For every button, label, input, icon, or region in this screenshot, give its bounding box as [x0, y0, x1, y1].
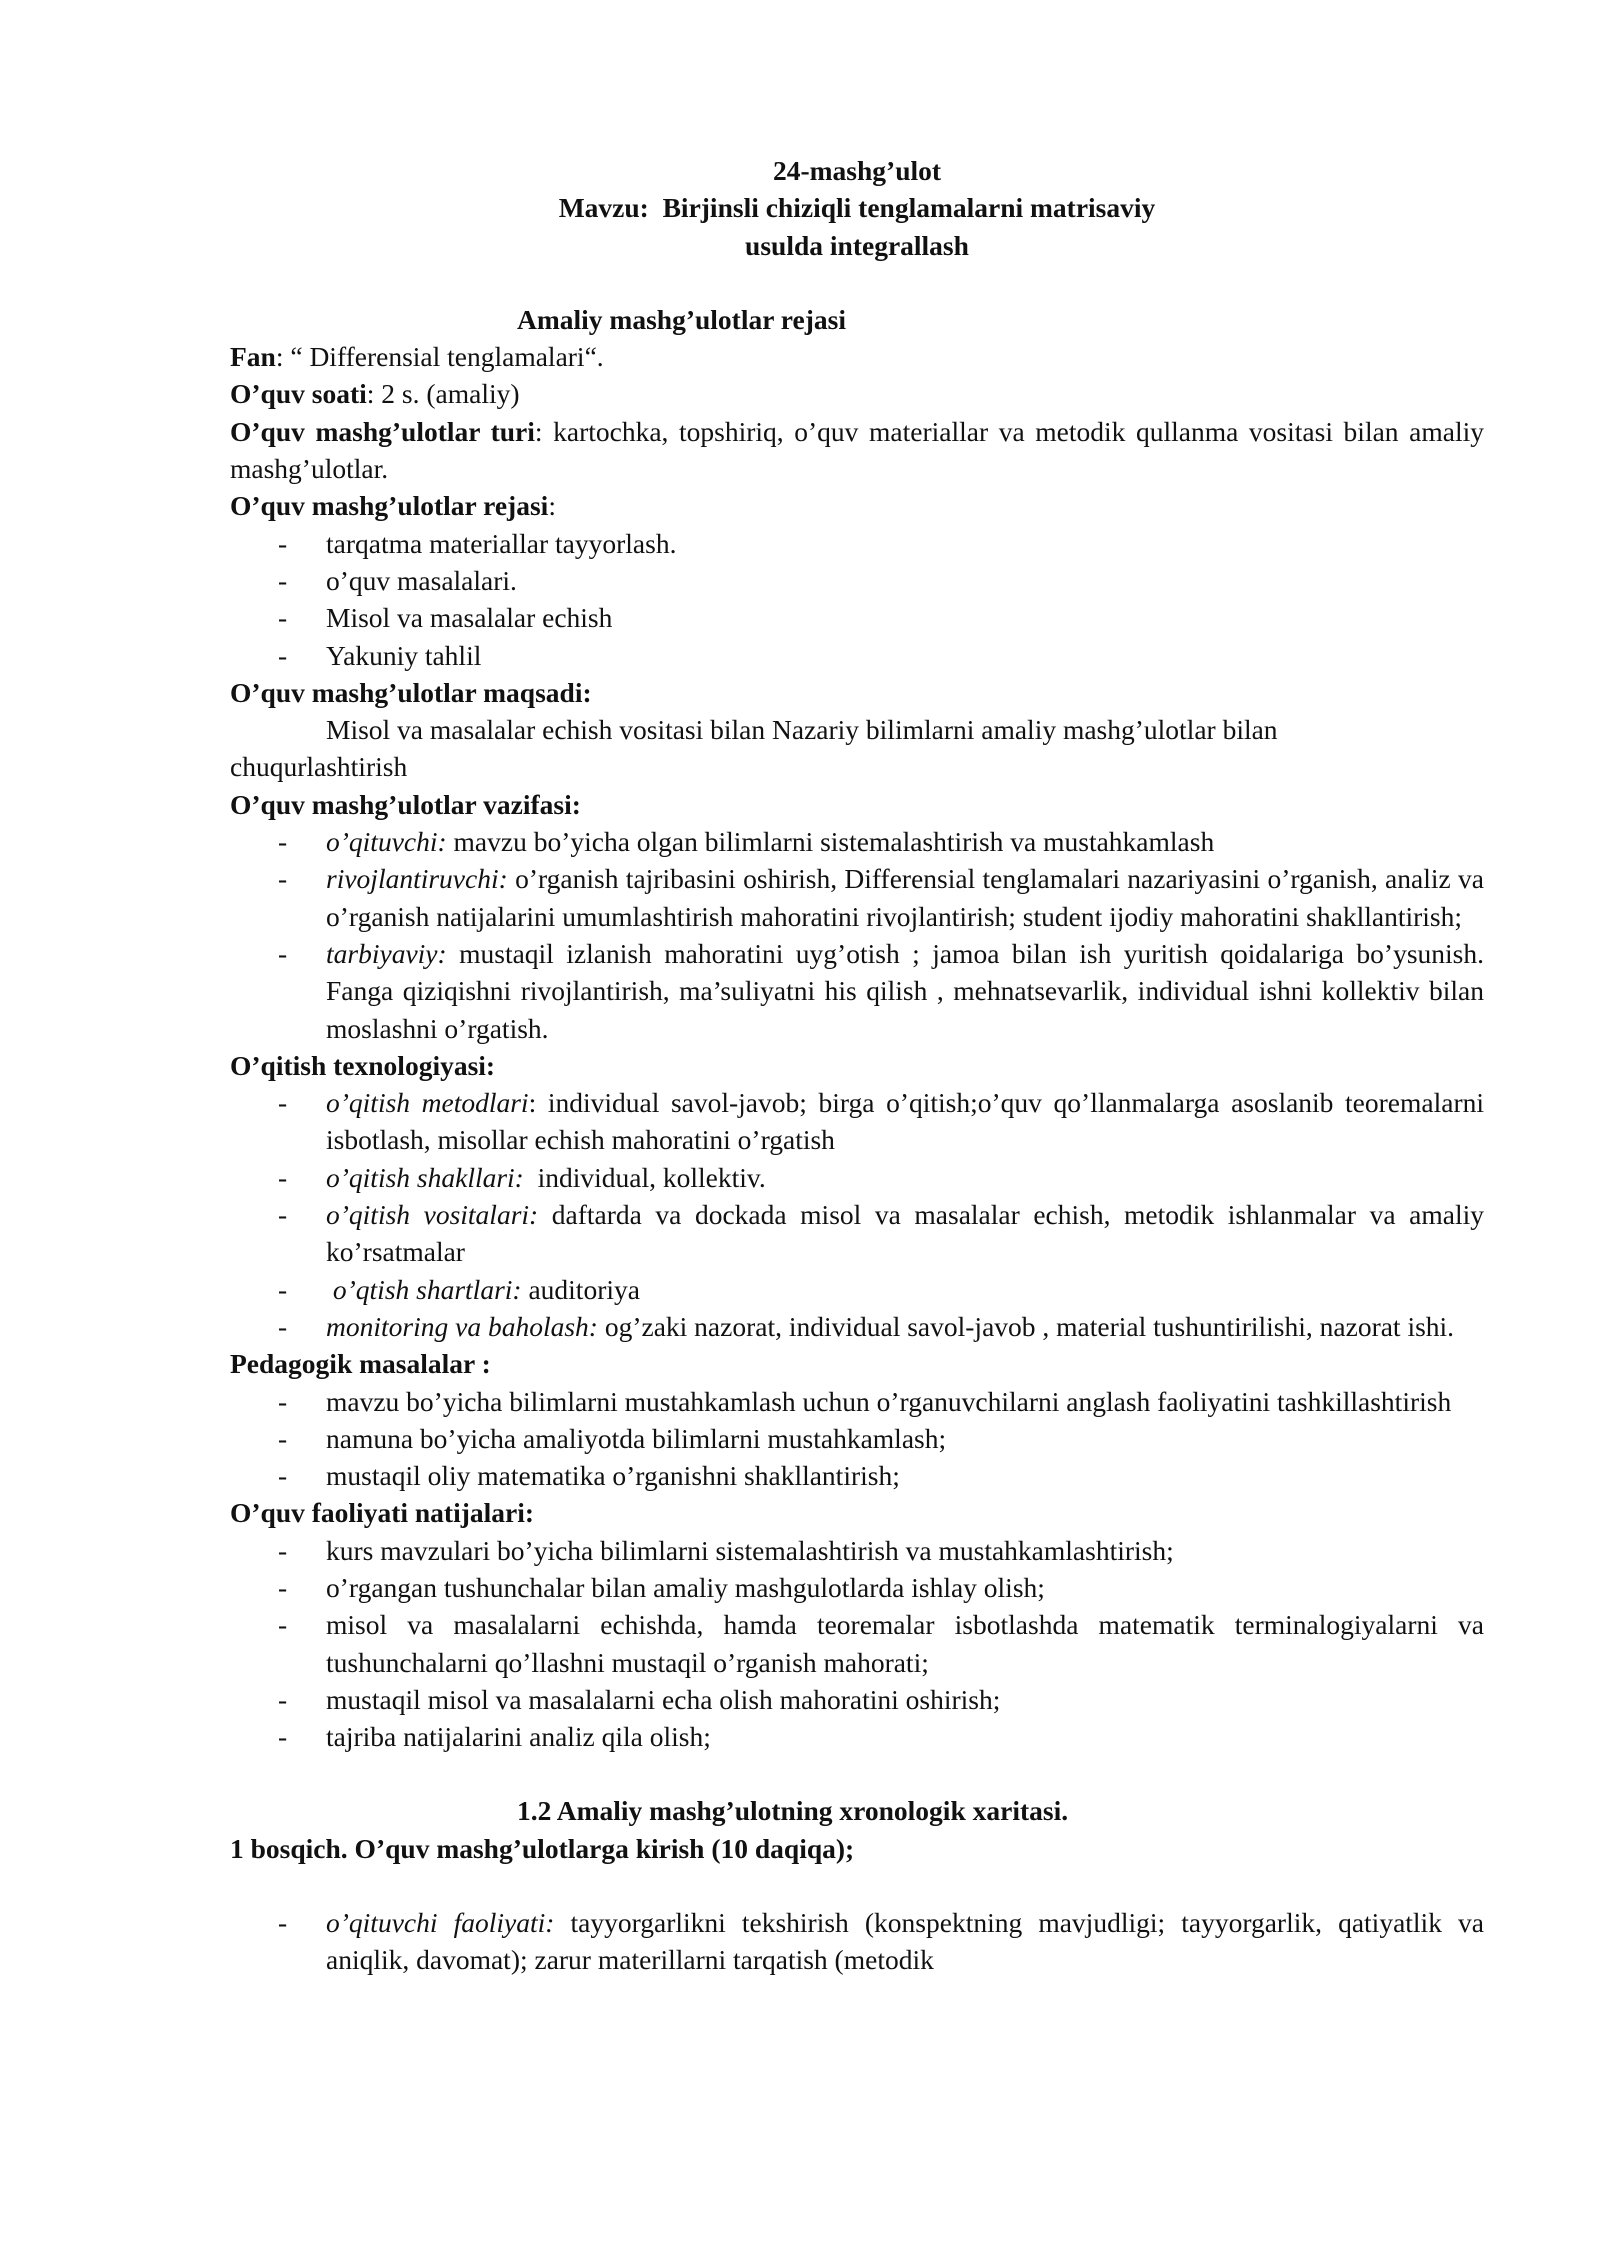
list-item: - Misol va masalalar echish: [278, 602, 613, 634]
rejasi-heading: O’quv mashg’ulotlar rejasi:: [230, 490, 556, 522]
soati-label: O’quv soati: [230, 378, 367, 410]
texnologiyasi-list: [230, 1084, 1484, 1345]
list-item: - o’qitish shakllari: individual, kollektiv.: [278, 1161, 766, 1193]
plan-heading: Amaliy mashg’ulotlar rejasi: [517, 303, 846, 335]
maqsadi-line1: Misol va masalalar echish vositasi bilan Nazariy bilimlarni amaliy mashg’ulotlar bilan: [326, 714, 1278, 746]
fan-label: Fan: [230, 341, 276, 373]
stage1-heading: 1 bosqich. O’quv mashg’ulotlarga kirish (10 daqiqa);: [230, 1832, 855, 1864]
turi-value: : kartochka, topshiriq, o’quv materiallar va metodik qullanma vositasi bilan amaliy mashg’ulotlar.: [230, 415, 1484, 485]
pedagogik-list: [230, 1383, 1484, 1495]
turi-paragraph: [230, 413, 1484, 488]
lesson-topic-line2: usulda integrallash: [745, 229, 969, 261]
pedagogik-heading: Pedagogik masalalar :: [230, 1348, 491, 1380]
turi-label: O’quv mashg’ulotlar turi: [230, 415, 535, 447]
list-item: - o’qitish vositalari: daftarda va dockada misol va masalalar echish, metodik ishlanmalar va amaliy ko’rsatmalar: [278, 1199, 1484, 1268]
list-item: - tajriba natijalarini analiz qila olish;: [278, 1721, 711, 1753]
list-item: - mustaqil oliy matematika o’rganishni shakllantirish;: [278, 1460, 900, 1492]
soati-line: [230, 375, 1484, 412]
stage1-list: [230, 1904, 1484, 1979]
natijalari-heading: O’quv faoliyati natijalari:: [230, 1497, 535, 1529]
list-item: - mavzu bo’yicha bilimlarni mustahkamlash uchun o’rganuvchilarni anglash faoliyatini tashkillashtirish: [278, 1385, 1452, 1417]
fan-line: [230, 338, 1484, 375]
rejasi-list: [230, 525, 1484, 674]
rejasi-label: O’quv mashg’ulotlar rejasi: [230, 490, 549, 522]
list-item: - rivojlantiruvchi: o’rganish tajribasini oshirish, Differensial tenglamalari nazariyasini o’rganish, analiz va o’rganish natijalarini umumlashtirish mahoratini rivojlantirish; student ijodiy mahoratini shakllantirish;: [278, 863, 1484, 932]
list-item: - o’qituvchi: mavzu bo’yicha olgan bilimlarni sistemalashtirish va mustahkamlash: [278, 826, 1215, 858]
list-item: - o’qitish metodlari: individual savol-javob; birga o’qitish;o’quv qo’llanmalarga asoslanib teoremalarni isbotlash, misollar echish mahoratini o’rgatish: [278, 1087, 1484, 1156]
xronologik-heading: 1.2 Amaliy mashg’ulotning xronologik xaritasi.: [517, 1795, 1069, 1827]
texnologiyasi-heading: O’qitish texnologiyasi:: [230, 1049, 496, 1081]
list-item: - o’qituvchi faoliyati: tayyorgarlikni tekshirish (konspektning mavjudligi; tayyorgarlik, qatiyatlik va aniqlik, davomat); zarur materillarni tarqatish (metodik: [278, 1907, 1484, 1976]
list-item: - o’quv masalalari.: [278, 564, 517, 596]
list-item: - misol va masalalarni echishda, hamda teoremalar isbotlashda matematik terminalogiyalarni va tushunchalarni qo’llashni mustaqil o’rganish mahorati;: [278, 1609, 1484, 1678]
list-item: - o’qtish shartlari: auditoriya: [278, 1273, 640, 1305]
list-item: - namuna bo’yicha amaliyotda bilimlarni mustahkamlash;: [278, 1422, 947, 1454]
list-item: - mustaqil misol va masalalarni echa olish mahoratini oshirish;: [278, 1683, 1001, 1715]
natijalari-list: [230, 1532, 1484, 1756]
list-item: - o’rgangan tushunchalar bilan amaliy mashgulotlarda ishlay olish;: [278, 1571, 1045, 1603]
document-page: [230, 152, 1484, 1979]
lesson-topic-line1: Mavzu: Birjinsli chiziqli tenglamalarni matrisaviy: [558, 192, 1156, 224]
lesson-number: 24-mashg’ulot: [772, 155, 942, 186]
list-item: - monitoring va baholash: og’zaki nazorat, individual savol-javob , material tushuntirilishi, nazorat ishi.: [278, 1310, 1455, 1342]
maqsadi-heading: O’quv mashg’ulotlar maqsadi:: [230, 676, 592, 708]
maqsadi-line2: chuqurlashtirish: [230, 751, 408, 783]
list-item: - tarqatma materiallar tayyorlash.: [278, 527, 677, 559]
list-item: - kurs mavzulari bo’yicha bilimlarni sistemalashtirish va mustahkamlashtirish;: [278, 1534, 1174, 1566]
list-item: - Yakuniy tahlil: [278, 639, 482, 671]
soati-value: : 2 s. (amaliy): [366, 378, 520, 410]
list-item: - tarbiyaviy: mustaqil izlanish mahoratini uyg’otish ; jamoa bilan ish yuritish qoidalariga bo’ysunish. Fanga qiziqishni rivojlantirish, ma’suliyatni his qilish , mehnatsevarlik, individual ishni kollektiv bilan moslashni o’rgatish.: [278, 937, 1484, 1044]
vazifasi-list: [230, 823, 1484, 1047]
vazifasi-heading: O’quv mashg’ulotlar vazifasi:: [230, 788, 581, 820]
fan-value: : “ Differensial tenglamalari“.: [275, 341, 604, 373]
